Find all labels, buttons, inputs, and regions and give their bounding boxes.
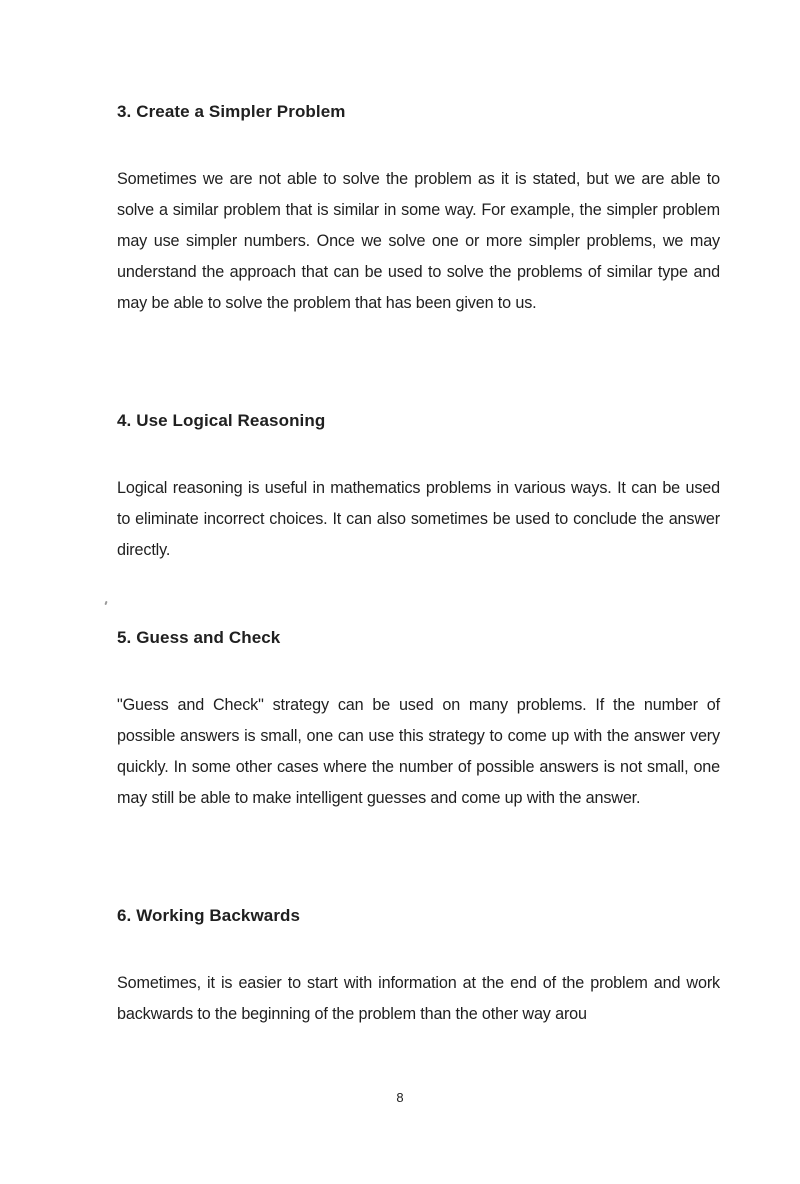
section-paragraph: "Guess and Check" strategy can be used on many problems. If the number of possible answers is small, one can use this strategy to come up with the answer very quickly. In some other cases where the number of possible answers is not small, one may still be able to make intelligent guesses and come up with the answer.	[117, 696, 720, 807]
section-paragraph: Sometimes, it is easier to start with information at the end of the problem and work backwards to the beginning of the problem than the other way arou	[117, 974, 720, 1023]
section-heading: 5. Guess and Check	[117, 628, 281, 647]
page-number: 8	[396, 1090, 404, 1105]
section-paragraph: Sometimes we are not able to solve the problem as it is stated, but we are able to solve a similar problem that is similar in some way. For example, the simpler problem may use simpler numbers. Once we solve one or more simpler problems, we may understand the approach that can be used to solve the problems of similar type and may be able to solve the problem that has been given to us.	[117, 170, 720, 312]
section-guess-and-check	[117, 627, 720, 814]
section-heading: 4. Use Logical Reasoning	[117, 411, 326, 430]
section-use-logical-reasoning	[117, 410, 720, 566]
section-heading: 6. Working Backwards	[117, 906, 301, 925]
section-paragraph: Logical reasoning is useful in mathematics problems in various ways. It can be used to eliminate incorrect choices. It can also sometimes be used to conclude the answer directly.	[117, 479, 720, 559]
section-heading: 3. Create a Simpler Problem	[117, 102, 346, 121]
section-working-backwards	[117, 905, 720, 1030]
section-create-simpler-problem	[117, 101, 720, 319]
scan-speck	[104, 601, 107, 605]
